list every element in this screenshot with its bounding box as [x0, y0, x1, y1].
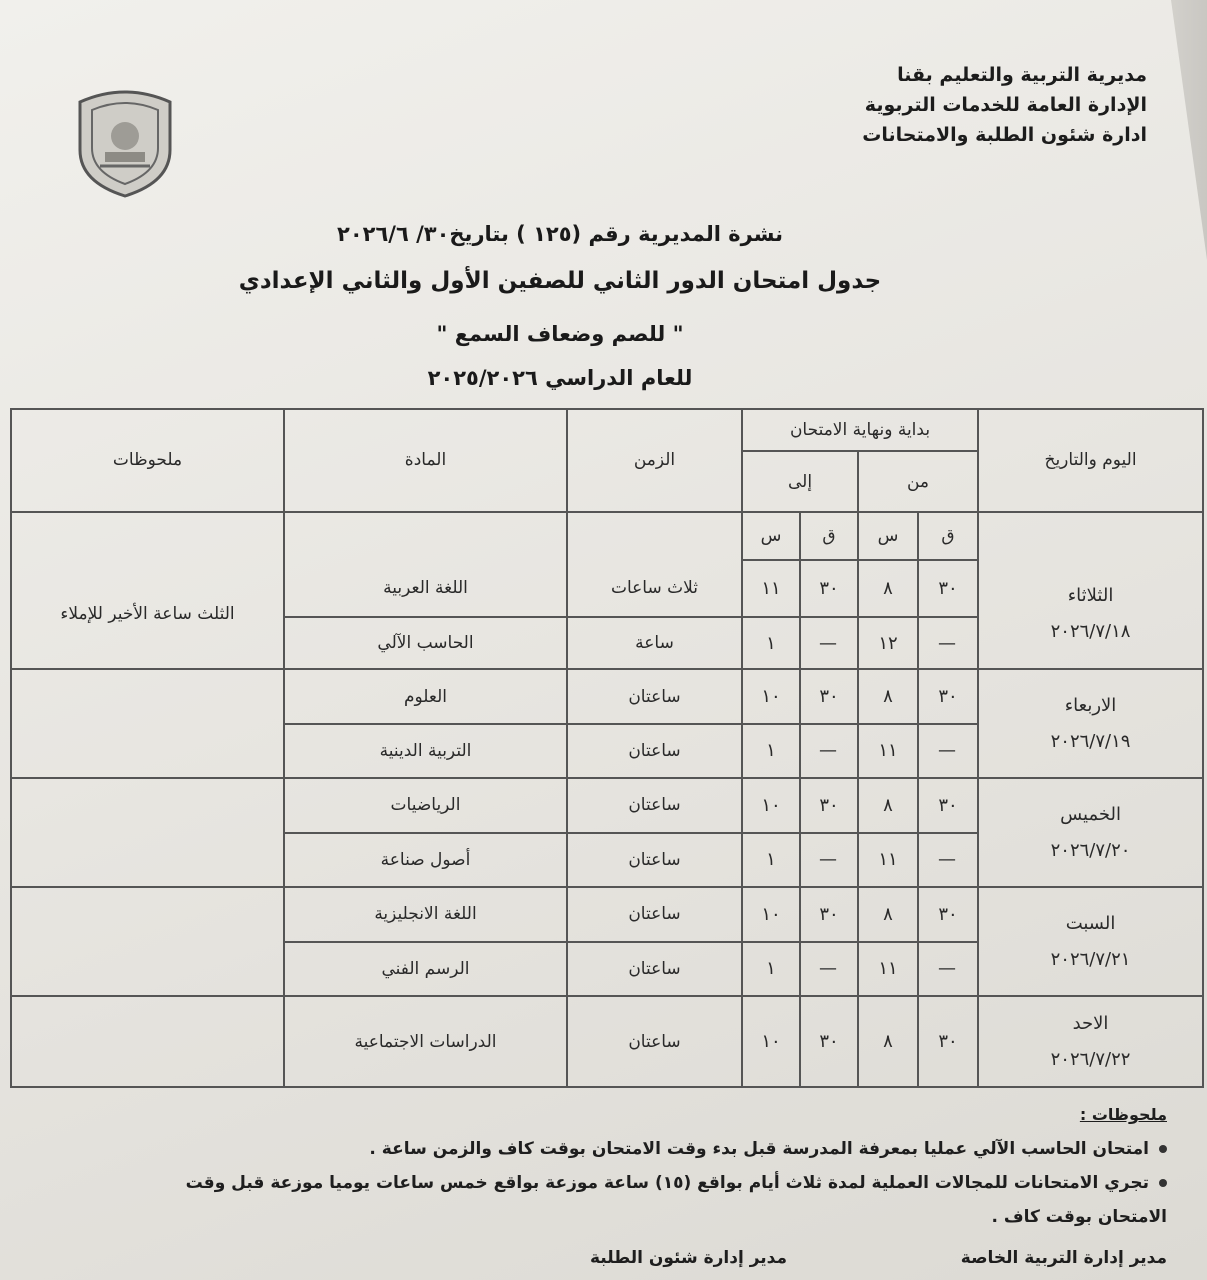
subject-cell: الرياضيات	[284, 778, 567, 832]
directorate-line-1: مديرية التربية والتعليم بقنا	[897, 64, 1147, 86]
from-hour: ٨	[858, 560, 918, 617]
header-from-min: ق	[918, 512, 978, 560]
subject-cell: الحاسب الآلي	[284, 617, 567, 669]
day-name: الخميس	[1060, 803, 1121, 825]
notes-cell	[11, 669, 284, 778]
to-hour: ١٠	[742, 778, 800, 832]
duration-cell: ساعتان	[567, 833, 742, 887]
day-date: ٢٠٢٦/٧/١٨	[1050, 621, 1131, 643]
bulletin-title: نشرة المديرية رقم (١٢٥ ) بتاريخ٣٠/ ٢٠٢٦/٦	[337, 222, 783, 246]
to-minute: —	[800, 942, 858, 996]
subject-cell: الرسم الفني	[284, 942, 567, 996]
duration-cell: ساعتان	[567, 669, 742, 723]
header-day: اليوم والتاريخ	[978, 409, 1203, 512]
duration-cell: ساعتان	[567, 778, 742, 832]
notes-cell: الثلث ساعة الأخير للإملاء	[11, 560, 284, 669]
from-hour: ١١	[858, 942, 918, 996]
directorate-line-2: الإدارة العامة للخدمات التربوية	[864, 94, 1147, 116]
table-row	[11, 887, 1203, 941]
to-hour: ١٠	[742, 669, 800, 723]
notes-cell	[11, 778, 284, 887]
to-hour: ١٠	[742, 996, 800, 1087]
header-duration: الزمن	[567, 409, 742, 512]
to-hour: ١١	[742, 560, 800, 617]
subject-cell: التربية الدينية	[284, 724, 567, 778]
to-minute: ٣٠	[800, 778, 858, 832]
directorate-seal-icon	[70, 80, 180, 200]
subject-cell: العلوم	[284, 669, 567, 723]
bullet-icon	[1159, 1179, 1167, 1187]
to-hour: ١	[742, 833, 800, 887]
duration-cell: ساعتان	[567, 996, 742, 1087]
subject-cell: أصول صناعة	[284, 833, 567, 887]
from-hour: ٨	[858, 669, 918, 723]
day-name: الاربعاء	[1064, 694, 1117, 716]
table-row	[11, 669, 1203, 723]
to-minute: —	[800, 617, 858, 669]
from-minute: —	[918, 942, 978, 996]
from-minute: ٣٠	[918, 778, 978, 832]
header-from-hour: س	[858, 512, 918, 560]
subject-cell: اللغة العربية	[284, 560, 567, 617]
day-cell	[978, 560, 1203, 669]
day-name: السبت	[1065, 912, 1116, 934]
notes-cell	[11, 887, 284, 996]
notes-section	[17, 1098, 1167, 1234]
day-date: ٢٠٢٦/٧/١٩	[1050, 730, 1131, 752]
schedule-title: جدول امتحان الدور الثاني للصفين الأول والثاني الإعدادي	[238, 268, 882, 294]
day-cell	[978, 669, 1203, 778]
from-minute: —	[918, 724, 978, 778]
day-date: ٢٠٢٦/٧/٢٠	[1050, 839, 1131, 861]
from-hour: ٨	[858, 996, 918, 1087]
header-notes: ملحوظات	[11, 409, 284, 512]
note-item-2-continued: الامتحان بوقت كاف .	[991, 1207, 1167, 1227]
from-minute: —	[918, 833, 978, 887]
to-hour: ١	[742, 617, 800, 669]
directorate-header	[862, 60, 1147, 150]
note-item-1-text: امتحان الحاسب الآلي عمليا بمعرفة المدرسة قبل بدء وقت الامتحان بوقت كاف والزمن ساعة .	[369, 1139, 1149, 1159]
note-item-2	[17, 1166, 1167, 1200]
from-hour: ١٢	[858, 617, 918, 669]
to-minute: —	[800, 724, 858, 778]
day-name: الثلاثاء	[1067, 585, 1114, 607]
notes-cell	[11, 996, 284, 1087]
header-to-hour: س	[742, 512, 800, 560]
exam-schedule-table	[10, 408, 1204, 1088]
signature-student-affairs: مدير إدارة شئون الطلبة	[589, 1248, 787, 1268]
table-row	[11, 778, 1203, 832]
header-to-min: ق	[800, 512, 858, 560]
header-from: من	[858, 451, 978, 512]
to-minute: ٣٠	[800, 996, 858, 1087]
table-row	[11, 996, 1203, 1087]
from-minute: ٣٠	[918, 560, 978, 617]
subject-cell: الدراسات الاجتماعية	[284, 996, 567, 1087]
bullet-icon	[1159, 1145, 1167, 1153]
from-hour: ٨	[858, 778, 918, 832]
audience-title: " للصم وضعاف السمع "	[436, 322, 684, 346]
note-item-2-text: تجري الامتحانات للمجالات العملية لمدة ثلاث أيام بواقع (١٥) ساعة موزعة بواقع خمس ساعات يوميا موزعة قبل وقت	[185, 1173, 1149, 1193]
to-hour: ١	[742, 942, 800, 996]
header-to: إلى	[742, 451, 858, 512]
from-minute: —	[918, 617, 978, 669]
from-minute: ٣٠	[918, 669, 978, 723]
to-minute: ٣٠	[800, 887, 858, 941]
from-minute: ٣٠	[918, 887, 978, 941]
to-minute: —	[800, 833, 858, 887]
day-cell	[978, 887, 1203, 996]
day-date: ٢٠٢٦/٧/٢١	[1050, 948, 1131, 970]
to-minute: ٣٠	[800, 560, 858, 617]
duration-cell: ساعتان	[567, 942, 742, 996]
day-cell	[978, 778, 1203, 887]
day-name: الاحد	[1072, 1012, 1109, 1034]
duration-cell: ساعتان	[567, 887, 742, 941]
from-hour: ٨	[858, 887, 918, 941]
to-hour: ١	[742, 724, 800, 778]
day-cell	[978, 996, 1203, 1087]
duration-cell: ساعتان	[567, 724, 742, 778]
notes-title: ملحوظات :	[1079, 1105, 1167, 1124]
duration-cell: ثلاث ساعات	[567, 560, 742, 617]
from-minute: ٣٠	[918, 996, 978, 1087]
to-minute: ٣٠	[800, 669, 858, 723]
note-item-1	[17, 1132, 1167, 1166]
signature-special-education: مدير إدارة التربية الخاصة	[960, 1248, 1167, 1268]
subject-cell: اللغة الانجليزية	[284, 887, 567, 941]
header-subject: المادة	[284, 409, 567, 512]
day-date: ٢٠٢٦/٧/٢٢	[1050, 1048, 1131, 1070]
academic-year-title: للعام الدراسي ٢٠٢٥/٢٠٢٦	[427, 366, 693, 390]
from-hour: ١١	[858, 724, 918, 778]
to-hour: ١٠	[742, 887, 800, 941]
duration-cell: ساعة	[567, 617, 742, 669]
header-start-end: بداية ونهاية الامتحان	[742, 409, 978, 451]
table-row	[11, 560, 1203, 617]
directorate-line-3: ادارة شئون الطلبة والامتحانات	[862, 124, 1147, 146]
from-hour: ١١	[858, 833, 918, 887]
